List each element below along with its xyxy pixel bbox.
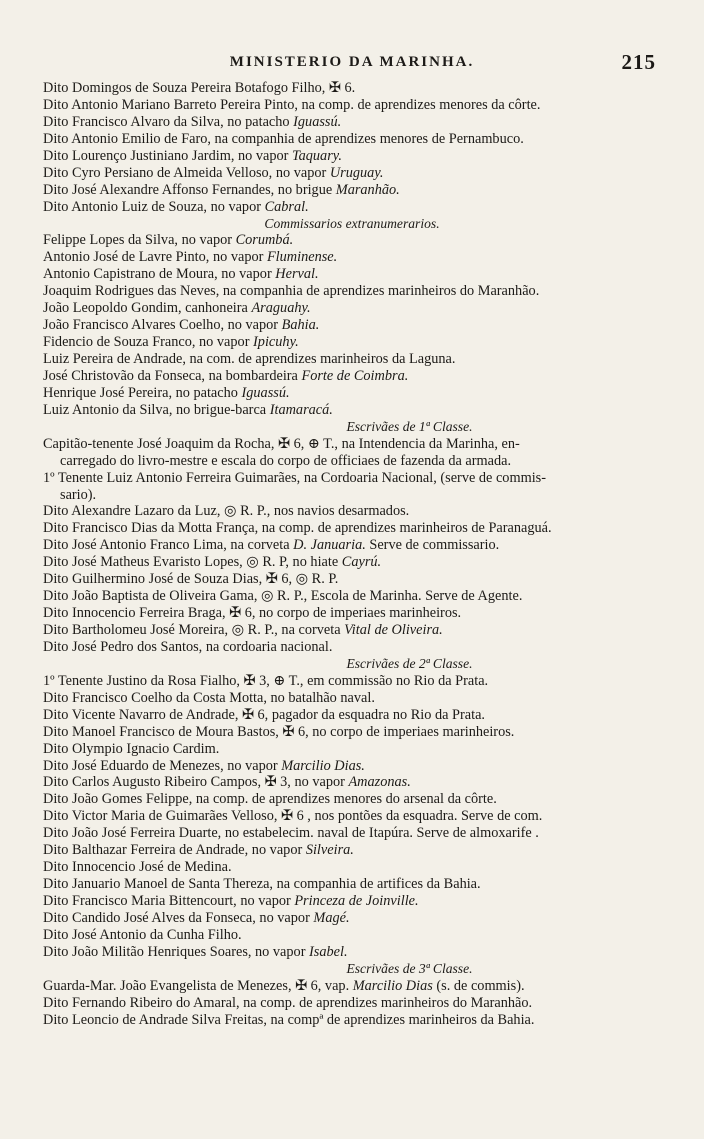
entry-line (0, 690, 704, 707)
line-text: Dito Carlos Augusto Ribeiro Campos, ✠ 3, no vapor (43, 774, 349, 791)
entry-line (0, 503, 704, 520)
vessel-name: Cabral. (264, 198, 309, 215)
entry-line (0, 114, 704, 131)
entry-line (0, 317, 704, 334)
line-text: Dito Francisco Maria Bittencourt, no vapor (43, 893, 295, 909)
entry-line (0, 148, 704, 165)
entry-line (0, 893, 704, 910)
vessel-name: Taquary. (291, 147, 342, 164)
entry-line (0, 199, 704, 216)
entry-line (0, 588, 704, 605)
line-text: Escrivães de 2ª Classe. (346, 655, 473, 671)
line-text: Commissarios extranumerarios. (264, 215, 440, 231)
line-text: Henrique José Pereira, no patacho (43, 384, 242, 401)
vessel-name: Silveira. (305, 842, 354, 859)
line-text: Dito José Pedro dos Santos, na cordoaria nacional. (43, 638, 333, 655)
vessel-name: Magé. (313, 909, 350, 926)
section-heading (0, 656, 704, 673)
line-text: Dito José Antonio da Cunha Filho. (43, 926, 242, 943)
vessel-name: Fluminense. (266, 249, 338, 266)
line-text: Dito Alexandre Lazaro da Luz, ◎ R. P., nos navios desarmados. (43, 503, 410, 520)
vessel-name: Iguassú. (293, 113, 342, 130)
entry-line (0, 978, 704, 995)
vessel-name: Isabel. (309, 943, 348, 960)
vessel-name: Herval. (275, 266, 319, 283)
line-text: Dito Leoncio de Andrade Silva Freitas, na compª de aprendizes marinheiros da Bahia. (43, 1011, 535, 1028)
entry-line (0, 876, 704, 893)
line-text: Dito Balthazar Ferreira de Andrade, no vapor (43, 842, 306, 859)
line-text-after: (s. de commis). (432, 977, 525, 994)
vessel-name: Corumbá. (235, 232, 294, 249)
line-text: Dito Bartholomeu José Moreira, ◎ R. P., na corveta (43, 622, 345, 638)
entry-line (0, 927, 704, 944)
page-header (0, 52, 704, 76)
entry-line (0, 673, 704, 690)
line-text: Dito Olympio Ignacio Cardim. (43, 740, 220, 757)
line-text: Antonio José de Lavre Pinto, no vapor (43, 249, 267, 266)
line-text: 1º Tenente Justino da Rosa Fialho, ✠ 3, ⊕ T., em commissão no Rio da Prata. (43, 672, 489, 689)
entry-line (0, 436, 704, 453)
vessel-name: Amazonas. (348, 774, 411, 791)
line-text: Dito Guilhermino José de Souza Dias, ✠ 6, ◎ R. P. (43, 571, 339, 588)
line-text: Dito João Militão Henriques Soares, no vapor (43, 943, 310, 960)
entry-line (0, 707, 704, 724)
line-text: Joaquim Rodrigues das Neves, na companhia de aprendizes marinheiros do Maranhão. (43, 283, 540, 300)
vessel-name: Marcilio Dias. (281, 757, 365, 774)
line-text: Luiz Antonio da Silva, no brigue-barca (43, 401, 270, 418)
entry-line (0, 910, 704, 927)
line-text: Dito Fernando Ribeiro do Amaral, na comp. de aprendizes marinheiros do Maranhão. (43, 994, 533, 1011)
header-title: MINISTERIO DA MARINHA. (229, 54, 475, 70)
page-number: 215 (621, 50, 656, 74)
vessel-name: Vital de Oliveira. (344, 622, 443, 638)
line-text: Dito Antonio Emilio de Faro, na companhia de aprendizes menores de Pernambuco. (43, 130, 524, 147)
line-text: Dito Antonio Mariano Barreto Pereira Pinto, na comp. de aprendizes menores da côrte. (43, 96, 541, 113)
line-text: José Christovão da Fonseca, na bombardeira (43, 367, 302, 384)
entry-line (0, 808, 704, 825)
entry-line (0, 639, 704, 656)
line-text: Dito Innocencio José de Medina. (43, 859, 232, 876)
line-text: Dito Domingos de Souza Pereira Botafogo Filho, ✠ 6. (43, 80, 356, 96)
line-text: 1º Tenente Luiz Antonio Ferreira Guimarães, na Cordoaria Nacional, (serve de commis- (43, 469, 546, 486)
line-text: Dito José Matheus Evaristo Lopes, ◎ R. P, no hiate (43, 554, 342, 571)
section-heading (0, 961, 704, 978)
line-text: Dito Candido José Alves da Fonseca, no vapor (43, 909, 314, 926)
entry-line (0, 385, 704, 402)
line-text: João Francisco Alvares Coelho, no vapor (43, 317, 282, 334)
line-text: Dito João Baptista de Oliveira Gama, ◎ R. P., Escola de Marinha. Serve de Agente. (43, 588, 523, 605)
line-text: Dito Manoel Francisco de Moura Bastos, ✠ 6, no corpo de imperiaes marinheiros. (43, 723, 515, 740)
entry-line (0, 825, 704, 842)
line-text-after: Serve de commissario. (365, 537, 500, 554)
vessel-name: Cayrú. (341, 554, 382, 571)
vessel-name: Araguahy. (251, 300, 311, 317)
line-text: Felippe Lopes da Silva, no vapor (43, 232, 236, 249)
line-text: Antonio Capistrano de Moura, no vapor (43, 266, 276, 283)
vessel-name: Ipicuhy. (253, 334, 299, 351)
entry-continuation (0, 453, 704, 470)
entry-line (0, 249, 704, 266)
line-text: Dito Francisco Dias da Motta França, na comp. de aprendizes marinheiros de Paranaguá. (43, 520, 552, 537)
vessel-name: D. Januaria. (293, 537, 366, 554)
line-text: Capitão-tenente José Joaquim da Rocha, ✠ 6, ⊕ T., na Intendencia da Marinha, en- (43, 435, 520, 452)
entry-line (0, 182, 704, 199)
entry-line (0, 571, 704, 588)
vessel-name: Itamaracá. (269, 401, 333, 418)
line-text: Escrivães de 3ª Classe. (346, 960, 473, 976)
line-text: Dito José Antonio Franco Lima, na corveta (43, 537, 294, 554)
entry-line (0, 470, 704, 487)
entry-line (0, 758, 704, 775)
line-text: Dito Januario Manoel de Santa Thereza, na companhia de artifices da Bahia. (43, 876, 481, 893)
line-text: Dito José Eduardo de Menezes, no vapor (43, 757, 282, 774)
entry-line (0, 351, 704, 368)
line-text: Dito Vicente Navarro de Andrade, ✠ 6, pagador da esquadra no Rio da Prata. (43, 706, 486, 723)
vessel-name: Iguassú. (241, 384, 290, 401)
entry-line (0, 605, 704, 622)
entry-line (0, 520, 704, 537)
entry-line (0, 859, 704, 876)
entry-line (0, 165, 704, 182)
line-text: Dito Antonio Luiz de Souza, no vapor (43, 198, 265, 215)
entry-line (0, 622, 704, 639)
line-text: Escrivães de 1ª Classe. (346, 418, 473, 434)
entry-line (0, 724, 704, 741)
entry-line (0, 537, 704, 554)
entry-line (0, 300, 704, 317)
vessel-name: Marcilio Dias (352, 977, 433, 994)
line-text: sario). (60, 486, 97, 503)
line-text: Dito Lourenço Justiniano Jardim, no vapor (43, 147, 292, 164)
vessel-name: Forte de Coimbra. (301, 367, 409, 384)
vessel-name: Uruguay. (329, 164, 384, 181)
section-heading (0, 419, 704, 436)
line-text: Luiz Pereira de Andrade, na com. de aprendizes marinheiros da Laguna. (43, 351, 456, 367)
entry-line (0, 402, 704, 419)
line-text: Dito Innocencio Ferreira Braga, ✠ 6, no corpo de imperiaes marinheiros. (43, 605, 462, 622)
entry-line (0, 232, 704, 249)
vessel-name: Maranhão. (335, 181, 400, 198)
entry-line (0, 266, 704, 283)
entry-line (0, 97, 704, 114)
entry-continuation (0, 487, 704, 504)
section-heading (0, 216, 704, 233)
line-text: Dito João Gomes Felippe, na comp. de aprendizes menores do arsenal da côrte. (43, 791, 497, 808)
entry-line (0, 554, 704, 571)
line-text: Dito João José Ferreira Duarte, no estabelecim. naval de Itapúra. Serve de almoxarife . (43, 825, 539, 842)
entry-line (0, 995, 704, 1012)
entry-line (0, 1012, 704, 1029)
entry-line (0, 774, 704, 791)
line-text: Fidencio de Souza Franco, no vapor (43, 334, 254, 351)
vessel-name: Bahia. (281, 317, 320, 334)
entry-line (0, 131, 704, 148)
line-text: Dito Victor Maria de Guimarães Velloso, ✠ 6 , nos pontões da esquadra. Serve de com. (43, 808, 543, 825)
entry-line (0, 283, 704, 300)
entry-line (0, 741, 704, 758)
entry-line (0, 842, 704, 859)
line-text: carregado do livro-mestre e escala do corpo de officiaes de fazenda da armada. (60, 452, 512, 469)
line-text: Dito Francisco Alvaro da Silva, no patacho (43, 113, 294, 130)
line-text: Dito Francisco Coelho da Costa Motta, no batalhão naval. (43, 689, 375, 706)
entry-line (0, 944, 704, 961)
entry-line (0, 368, 704, 385)
vessel-name: Princeza de Joinville. (294, 893, 419, 909)
entry-line (0, 334, 704, 351)
line-text: Guarda-Mar. João Evangelista de Menezes, ✠ 6, vap. (43, 977, 353, 994)
line-text: João Leopoldo Gondim, canhoneira (43, 300, 252, 317)
line-text: Dito José Alexandre Affonso Fernandes, no brigue (43, 181, 336, 198)
line-text: Dito Cyro Persiano de Almeida Velloso, no vapor (43, 164, 330, 181)
document-body (0, 80, 704, 1029)
entry-line (0, 791, 704, 808)
entry-line (0, 80, 704, 97)
